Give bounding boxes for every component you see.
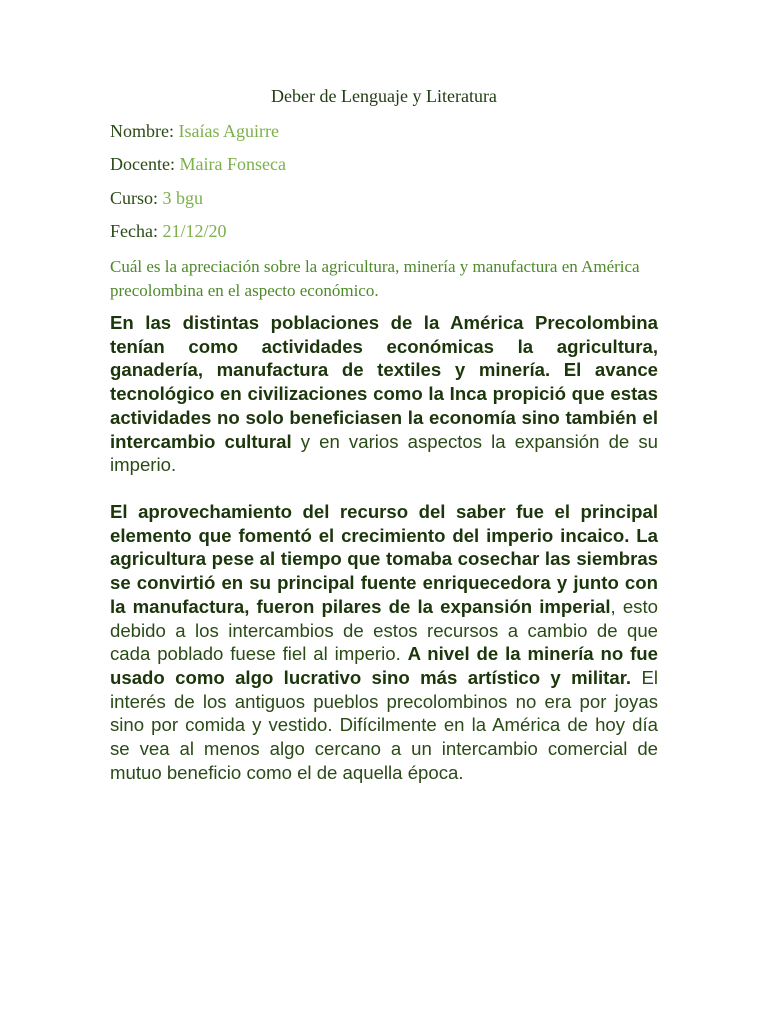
question-text: Cuál es la apreciación sobre la agricultura, minería y manufactura en América precolombina en el aspecto económico. (110, 257, 640, 300)
field-nombre: Nombre: Isaías Aguirre (110, 121, 279, 141)
paragraph-1-bold: En las distintas poblaciones de la América Precolombina tenían como actividades económicas la agricultura, ganadería, manufactura de textiles y minería. El avance tecnológico en civilizaciones como la Inca propició que estas actividades no solo beneficiasen la economía sino también el intercambio cultural (110, 312, 658, 452)
document-title: Deber de Lenguaje y Literatura (271, 86, 497, 106)
field-label: Curso (110, 188, 154, 208)
field-value: 21/12/20 (162, 221, 227, 241)
paragraph-2 (110, 500, 658, 784)
field-label: Nombre (110, 121, 169, 141)
paragraph-1-regular: y en varios aspectos la expansión de su imperio. (110, 430, 659, 476)
paragraph-2-bold-1: El aprovechamiento del recurso del saber fue el principal elemento que fomentó el crecimiento del imperio incaico. La agricultura pese al tiempo que tomaba cosechar las siembras se convirtió en su principal fuente enriquecedora y junto con la manufactura, fueron pilares de la expansión imperial (110, 501, 658, 617)
field-label: Docente (110, 154, 170, 174)
paragraph-2-regular-2: El interés de los antiguos pueblos precolombinos no era por joyas sino por comida y vestido. Difícilmente en la América de hoy día se vea al menos algo cercano a un intercambio comercial de mutuo beneficio como el de aquella época. (110, 666, 658, 783)
paragraph-1 (110, 311, 658, 477)
field-value: Isaías Aguirre (178, 121, 279, 141)
field-value: 3 bgu (162, 188, 204, 208)
field-fecha: Fecha: 21/12/20 (110, 221, 227, 241)
field-label: Fecha (110, 221, 153, 241)
paragraph-2-bold-2: A nivel de la minería no fue usado como algo lucrativo sino más artístico y militar. (110, 643, 658, 688)
field-curso: Curso: 3 bgu (110, 188, 204, 208)
field-docente: Docente: Maira Fonseca (110, 154, 286, 174)
paragraph-2-regular-1: , esto debido a los intercambios de estos recursos a cambio de que cada poblado fuese fiel al imperio. (110, 595, 658, 665)
field-value: Maira Fonseca (179, 154, 286, 174)
